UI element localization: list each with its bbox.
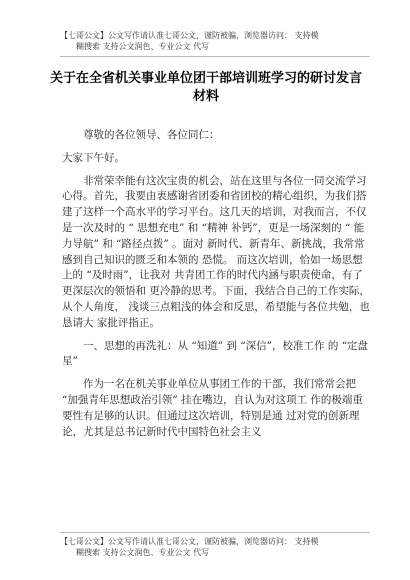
document-title: 关于在全省机关事业单位团干部培训班学习的研讨发言材料 (50, 71, 363, 104)
header-line-2: 糊搜索 支持公文润色、专业公文 代写 (76, 42, 210, 51)
paragraph-1: 非常荣幸能有这次宝贵的机会，站在这里与各位一同交流学习心得。首先，我要由衷感谢省团委和省团校的精心组织，为我们搭建了这样一个高水平的学习平台。这几天的培训，对我而言，不仅是一次及时的 “ 思想充电” 和 “精神 补钙”，更是一场深刻的 “ 能力导航” 和 “路径点拨” 。面对 新时代、新青年、新挑战，我常常感到自己知识的匮乏和本领的 恐慌。 而这次培训，恰如一场思想上的 “及时雨”，让我对 共青团工作的时代内涵与职责使命，有了更深层次的领悟和 更冷静的思考。下面，我结合自己的工作实际，从个人角度， 浅谈三点粗浅的体会和反思，希望能与各位共勉，也恳请大 家批评指正。 (62, 174, 370, 329)
salutation: 尊敬的各位领导、各位同仁： (83, 129, 220, 141)
paragraph-2: 作为一名在机关事业单位从事团工作的干部，我们常常会把 “加强青年思想政治引领” 挂在嘴边，自认为对这项工 作的极端重要性有足够的认识。但通过这次培训，特别是通 过对党的创新理论，尤其是总书记新时代中国特色社会主义 (62, 378, 363, 438)
section-heading-1: 一、思想的再洗礼：从 “知道” 到 “深信”，校准工作 的 “定盘星” (62, 339, 369, 368)
footer-line-1: 【七哥公文】公文写作请认准七哥公文，谨防被骗，浏览器访问： 支持模 (60, 537, 319, 546)
page-header (60, 30, 370, 57)
page-footer (60, 532, 370, 558)
footer-line-2: 糊搜索 支持公文润色、专业公文 代写 (76, 548, 210, 557)
header-line-1: 【七哥公文】公文写作请认准七哥公文，谨防被骗，浏览器访问： 支持模 (60, 31, 319, 40)
greeting: 大家下午好。 (62, 151, 125, 164)
document-body (62, 128, 370, 447)
